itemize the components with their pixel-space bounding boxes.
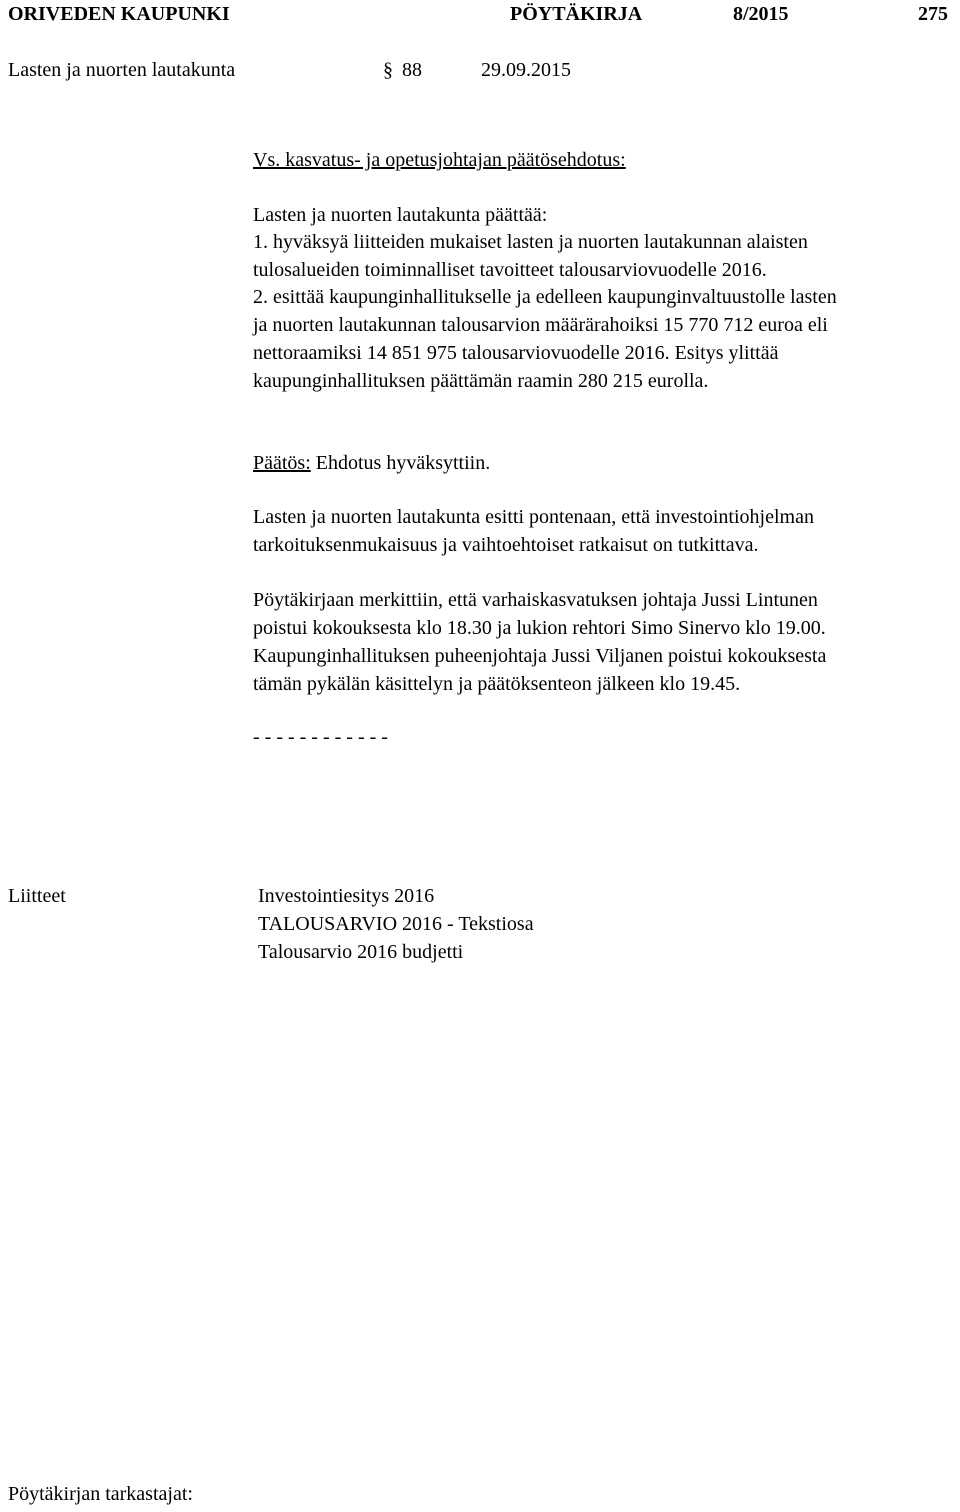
proposal-heading: Vs. kasvatus- ja opetusjohtajan päätösehdotus: [253, 149, 626, 171]
notes-line: tämän pykälän käsittelyn ja päätöksenteon jälkeen klo 19.45. [253, 673, 741, 695]
section-number: 88 [402, 59, 422, 81]
proposal-item-2-line: ja nuorten lautakunnan talousarvion määrärahoiksi 15 770 712 euroa eli [253, 314, 828, 336]
notes-line: poistui kokouksesta klo 18.30 ja lukion rehtori Simo Sinervo klo 19.00. [253, 617, 826, 639]
notes-line: tarkoituksenmukaisuus ja vaihtoehtoiset ratkaisut on tutkittava. [253, 534, 759, 556]
notes-paragraph-2 [253, 586, 933, 698]
proposal-item-2-line: nettoraamiksi 14 851 975 talousarviovuodelle 2016. Esitys ylittää [253, 342, 779, 364]
attachment-item: Investointiesitys 2016 [258, 885, 435, 907]
proposal-item-2-line: 2. esittää kaupunginhallitukselle ja edelleen kaupunginvaltuustolle lasten [253, 286, 837, 308]
attachments-list [258, 882, 938, 966]
notes-line: Kaupunginhallituksen puheenjohtaja Jussi Viljanen poistui kokouksesta [253, 645, 827, 667]
separator-dashes: - - - - - - - - - - - - [253, 726, 388, 748]
section-sign: § [383, 59, 393, 81]
proposal-item-1-line: 1. hyväksyä liitteiden mukaiset lasten ja nuorten lautakunnan alaisten [253, 231, 808, 253]
committee-name: Lasten ja nuorten lautakunta [8, 59, 236, 81]
organization-name: ORIVEDEN KAUPUNKI [8, 3, 230, 25]
proposal-item-1-line: tulosalueiden toiminnalliset tavoitteet talousarviovuodelle 2016. [253, 259, 767, 281]
proposal-item-1 [253, 228, 933, 284]
attachment-item: Talousarvio 2016 budjetti [258, 941, 464, 963]
meeting-date: 29.09.2015 [481, 59, 571, 81]
proposal-item-2-line: kaupunginhallituksen päättämän raamin 280 215 eurolla. [253, 370, 709, 392]
document-type: PÖYTÄKIRJA [510, 3, 643, 25]
page-number: 275 [918, 3, 948, 25]
document-number: 8/2015 [733, 3, 789, 25]
notes-paragraph-1 [253, 503, 933, 559]
notes-line: Lasten ja nuorten lautakunta esitti pontenaan, että investointiohjelman [253, 506, 814, 528]
proposal-intro: Lasten ja nuorten lautakunta päättää: [253, 204, 548, 226]
attachments-label: Liitteet [8, 885, 66, 907]
notes-line: Pöytäkirjaan merkittiin, että varhaiskasvatuksen johtaja Jussi Lintunen [253, 589, 818, 611]
decision [253, 449, 490, 477]
proposal-item-2 [253, 283, 933, 395]
decision-text: Ehdotus hyväksyttiin. [310, 452, 491, 474]
reviewers-label: Pöytäkirjan tarkastajat: [8, 1483, 193, 1505]
attachment-item: TALOUSARVIO 2016 - Tekstiosa [258, 913, 534, 935]
decision-label: Päätös: [253, 452, 311, 474]
